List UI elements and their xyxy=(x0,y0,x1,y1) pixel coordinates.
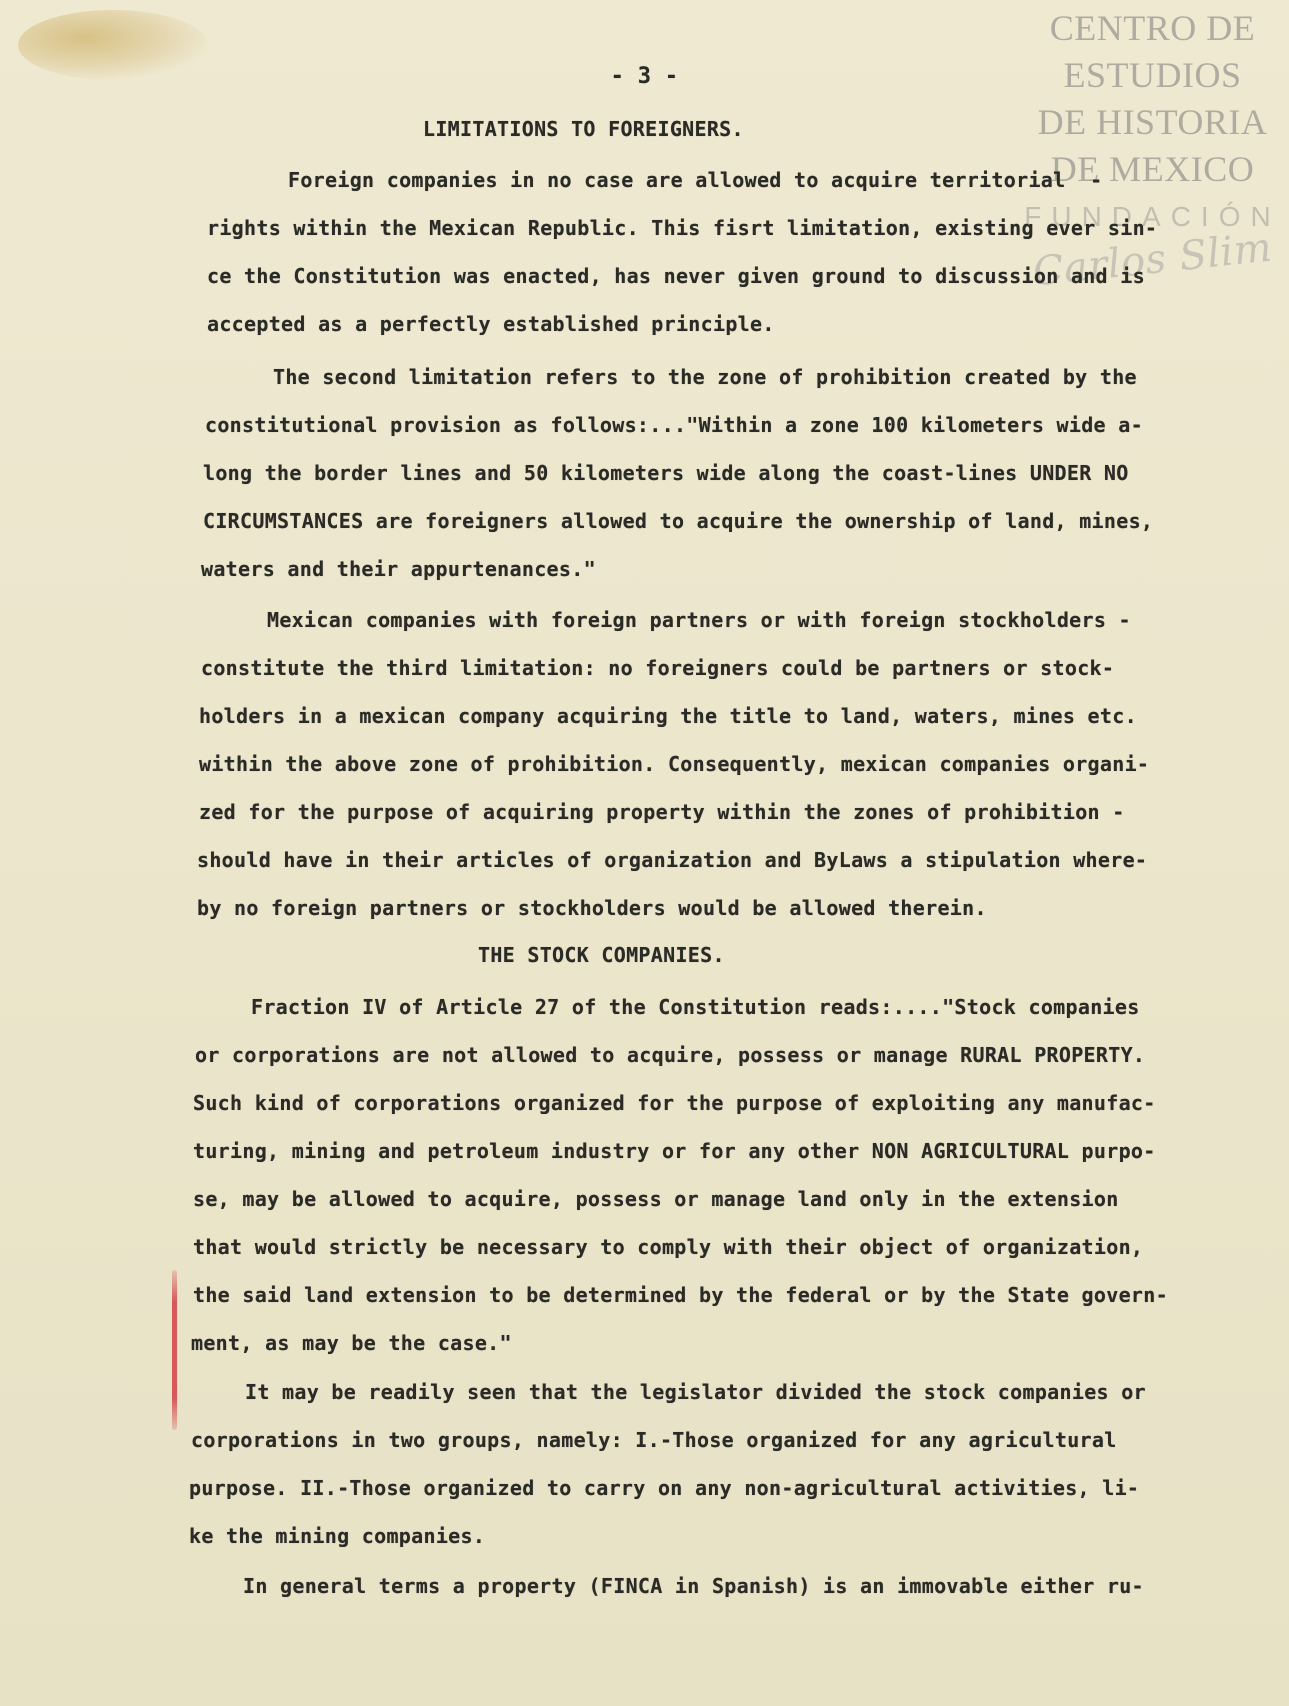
text-line: It may be readily seen that the legislator divided the stock companies or xyxy=(245,1380,1146,1404)
text-line: turing, mining and petroleum industry or for any other NON AGRICULTURAL purpo- xyxy=(193,1139,1156,1163)
text-line: ke the mining companies. xyxy=(189,1524,486,1548)
text-line: long the border lines and 50 kilometers wide along the coast-lines UNDER NO xyxy=(203,461,1129,485)
text-line: or corporations are not allowed to acquire, possess or manage RURAL PROPERTY. xyxy=(195,1043,1146,1067)
text-line: Foreign companies in no case are allowed to acquire territorial - xyxy=(288,168,1103,192)
text-line: by no foreign partners or stockholders would be allowed therein. xyxy=(197,896,987,920)
watermark-line: CENTRO DE xyxy=(1049,8,1256,48)
text-line: within the above zone of prohibition. Consequently, mexican companies organi- xyxy=(199,752,1150,776)
text-line: that would strictly be necessary to comply with their object of organization, xyxy=(193,1235,1144,1259)
section-heading: LIMITATIONS TO FOREIGNERS. xyxy=(423,117,744,141)
text-line: the said land extension to be determined by the federal or by the State govern- xyxy=(193,1283,1168,1307)
text-line: Such kind of corporations organized for the purpose of exploiting any manufac- xyxy=(193,1091,1156,1115)
red-margin-mark xyxy=(172,1270,177,1430)
text-line: ment, as may be the case." xyxy=(191,1331,512,1355)
text-line: The second limitation refers to the zone of prohibition created by the xyxy=(273,365,1137,389)
text-line: purpose. II.-Those organized to carry on any non-agricultural activities, li- xyxy=(189,1476,1140,1500)
text-line: waters and their appurtenances." xyxy=(201,557,596,581)
text-line: holders in a mexican company acquiring the title to land, waters, mines etc. xyxy=(199,704,1137,728)
text-line: zed for the purpose of acquiring property within the zones of prohibition - xyxy=(199,800,1125,824)
watermark-line: DE MEXICO xyxy=(1050,149,1255,189)
text-line: constitutional provision as follows:..."Within a zone 100 kilometers wide a- xyxy=(205,413,1143,437)
section-heading: THE STOCK COMPANIES. xyxy=(478,943,725,967)
text-line: accepted as a perfectly established principle. xyxy=(207,312,775,336)
text-line: rights within the Mexican Republic. This fisrt limitation, existing ever sin- xyxy=(207,216,1158,240)
watermark-line: ESTUDIOS xyxy=(1063,55,1242,95)
text-line: constitute the third limitation: no foreigners could be partners or stock- xyxy=(201,656,1115,680)
text-line: ce the Constitution was enacted, has never given ground to discussion and is xyxy=(207,264,1145,288)
watermark-foundation: FUNDACIÓN xyxy=(1024,201,1281,232)
text-line: should have in their articles of organization and ByLaws a stipulation where- xyxy=(197,848,1148,872)
watermark-line: DE HISTORIA xyxy=(1037,102,1268,142)
text-line: Fraction IV of Article 27 of the Constitution reads:...."Stock companies xyxy=(251,995,1140,1019)
text-line: se, may be allowed to acquire, possess or manage land only in the extension xyxy=(193,1187,1119,1211)
text-line: In general terms a property (FINCA in Spanish) is an immovable either ru- xyxy=(243,1574,1144,1598)
watermark-signature: Carlos Slim xyxy=(1030,224,1275,296)
text-line: CIRCUMSTANCES are foreigners allowed to acquire the ownership of land, mines, xyxy=(203,509,1154,533)
page-number: - 3 - xyxy=(610,64,679,89)
text-line: Mexican companies with foreign partners or with foreign stockholders - xyxy=(267,608,1131,632)
text-line: corporations in two groups, namely: I.-Those organized for any agricultural xyxy=(191,1428,1117,1452)
